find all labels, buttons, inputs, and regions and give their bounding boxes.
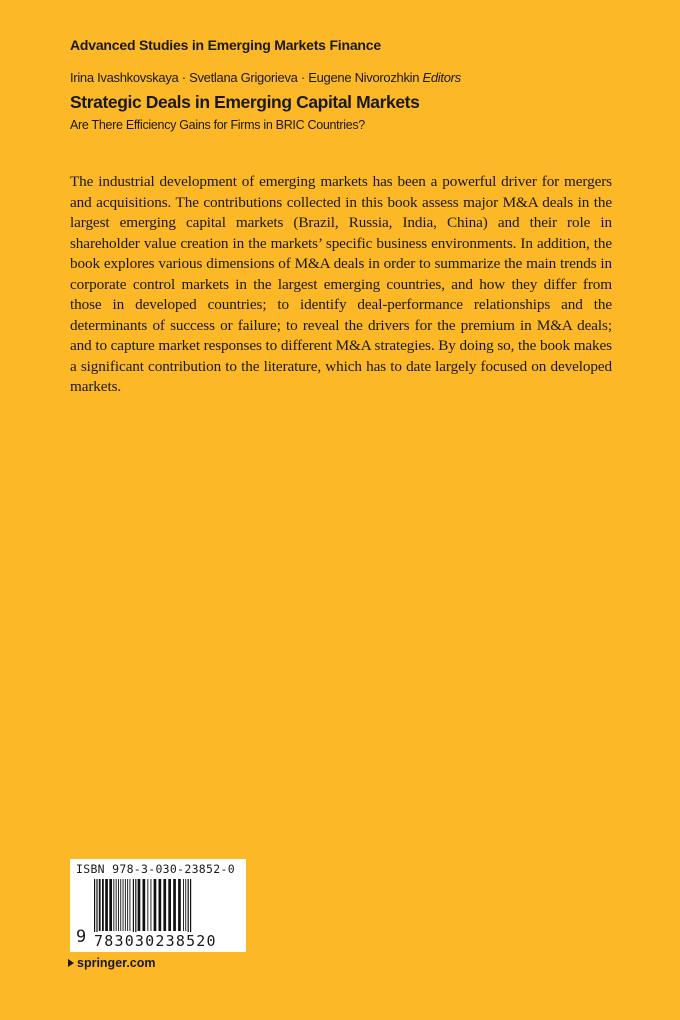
book-description: The industrial development of emerging markets has been a powerful driver for mergers and acquisitions. The contributions collected in this book assess major M&A deals in the largest emerging capital markets (Brazil, Russia, India, China) and their role in shareholder value creation in the markets’ specific business environments. In addition, the book explores various dimensions of M&A deals in order to summarize the main trends in corporate control markets in the largest emerging countries, and how they differ from those in developed countries; to identify deal-performance relationships and the determinants of success or failure; to reveal the drivers for the premium in M&A deals; and to capture market responses to different M&A strategies. By doing so, the book makes a significant contribution to the literature, which has to date largely focused on developed markets. — [70, 173, 612, 395]
editors-role: Editors — [422, 70, 461, 85]
ean-digits: 783030238520 — [94, 932, 234, 950]
isbn-label: ISBN 978-3-030-23852-0 — [76, 862, 235, 876]
ean-lead-digit: 9 — [76, 927, 87, 947]
arrow-right-icon — [68, 959, 74, 967]
editors-line — [70, 70, 461, 85]
series-title: Advanced Studies in Emerging Markets Finance — [70, 37, 381, 53]
editor-names: Irina Ivashkovskaya · Svetlana Grigorieva · Eugene Nivorozhkin — [70, 70, 420, 85]
isbn-barcode-block — [70, 859, 246, 952]
publisher-url: springer.com — [77, 956, 156, 970]
book-title: Strategic Deals in Emerging Capital Markets — [70, 92, 420, 112]
publisher-link[interactable] — [68, 956, 156, 970]
book-subtitle: Are There Efficiency Gains for Firms in BRIC Countries? — [70, 118, 365, 132]
